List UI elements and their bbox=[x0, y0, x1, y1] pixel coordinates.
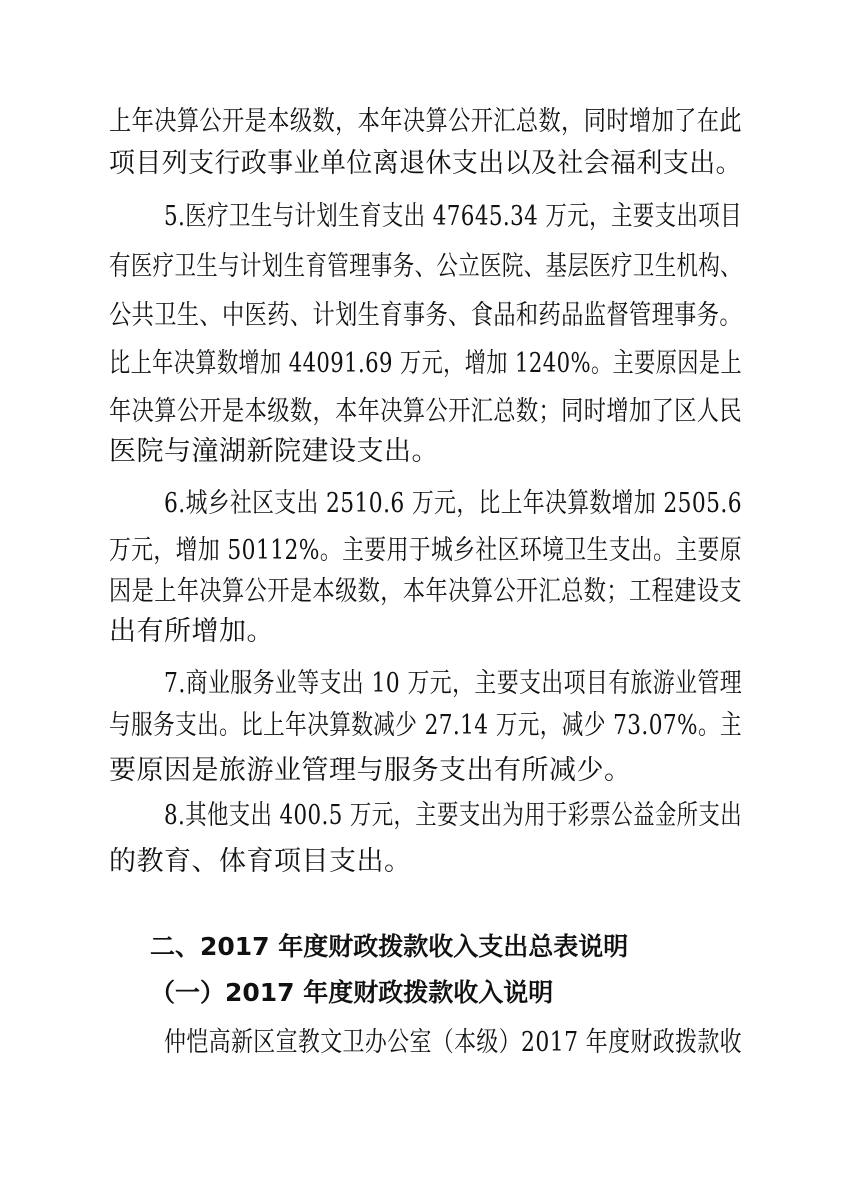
paragraph-text: 出有所增加。 bbox=[109, 616, 274, 647]
text-line bbox=[0, 247, 850, 287]
text-line bbox=[0, 612, 850, 652]
text-line bbox=[0, 344, 850, 384]
section-heading bbox=[0, 927, 850, 967]
paragraph-text: 项目列支行政事业单位离退休支出以及社会福利支出。 bbox=[109, 148, 742, 179]
subsection-heading bbox=[0, 973, 850, 1013]
paragraph-text: 的教育、体育项目支出。 bbox=[109, 846, 412, 877]
paragraph-text: 要原因是旅游业管理与服务支出有所减少。 bbox=[109, 755, 632, 786]
paragraph-text: 比上年决算数增加 44091.69 万元，增加 1240%。主要原因是上 bbox=[109, 348, 742, 379]
section-heading-text: 二、2017 年度财政拨款收入支出总表说明 bbox=[150, 932, 629, 961]
paragraph-text: 因是上年决算公开是本级数，本年决算公开汇总数；工程建设支 bbox=[109, 576, 742, 607]
subsection-heading-text: （一）2017 年度财政拨款收入说明 bbox=[150, 978, 554, 1007]
paragraph-text: 公共卫生、中医药、计划生育事务、食品和药品监督管理事务。 bbox=[109, 300, 742, 331]
text-line bbox=[0, 531, 850, 571]
paragraph-text: 5.医疗卫生与计划生育支出 47645.34 万元，主要支出项目 bbox=[164, 201, 742, 232]
text-line bbox=[0, 572, 850, 612]
text-line bbox=[0, 197, 850, 237]
paragraph-text: 年决算公开是本级数，本年决算公开汇总数；同时增加了区人民 bbox=[109, 396, 742, 427]
paragraph-text: 8.其他支出 400.5 万元，主要支出为用于彩票公益金所支出 bbox=[164, 800, 742, 831]
text-line bbox=[0, 796, 850, 836]
paragraph-text: 医院与潼湖新院建设支出。 bbox=[109, 436, 439, 467]
text-line bbox=[0, 296, 850, 336]
text-line bbox=[0, 144, 850, 184]
text-line bbox=[0, 664, 850, 704]
text-line bbox=[0, 484, 850, 524]
text-line bbox=[0, 706, 850, 746]
text-line bbox=[0, 432, 850, 472]
paragraph-text: 7.商业服务业等支出 10 万元，主要支出项目有旅游业管理 bbox=[164, 668, 742, 699]
paragraph-text: 6.城乡社区支出 2510.6 万元，比上年决算数增加 2505.6 bbox=[164, 488, 742, 519]
paragraph-text: 上年决算公开是本级数，本年决算公开汇总数，同时增加了在此 bbox=[109, 106, 742, 137]
paragraph-text: 与服务支出。比上年决算数减少 27.14 万元，减少 73.07%。主 bbox=[109, 710, 742, 741]
text-line bbox=[0, 1023, 850, 1063]
text-line bbox=[0, 751, 850, 791]
paragraph-text: 万元，增加 50112%。主要用于城乡社区环境卫生支出。主要原 bbox=[109, 535, 742, 566]
paragraph-text: 有医疗卫生与计划生育管理事务、公立医院、基层医疗卫生机构、 bbox=[109, 251, 742, 282]
paragraph-text: 仲恺高新区宣教文卫办公室（本级）2017 年度财政拨款收 bbox=[164, 1027, 742, 1058]
text-line bbox=[0, 102, 850, 142]
text-line bbox=[0, 842, 850, 882]
text-line bbox=[0, 392, 850, 432]
